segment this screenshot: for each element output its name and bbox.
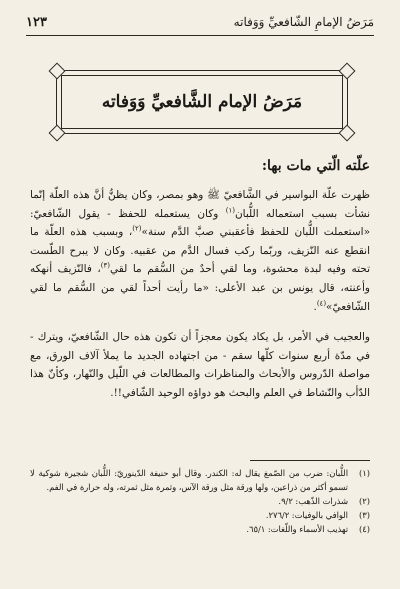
paragraph-text: ظهرت علّة البواسير في الشَّافعيّ ﷺ وهو بمصر، وكان يظنُّ أنَّ هذه العلّة إنّما نشأت بسبب استعماله اللُّبان: [30, 189, 370, 220]
paragraph-text: ، وبسبب هذه العلّة ما انقطع عنه النّزيف، وربّما ركب فسال الدَّم من عقبيه. وكان لا يبرح الطّست تحته وفيه لبدة محشوة، وما لقي أحدٌ من السُّقم ما لقي: [30, 226, 370, 276]
footnote: [30, 466, 370, 494]
corner-ornament: [49, 125, 66, 142]
footnote-marker: (٣): [100, 261, 111, 270]
paragraph-text: .: [313, 300, 317, 313]
footnotes: [30, 466, 370, 536]
footnote: [30, 522, 370, 536]
paragraph-2: والعجيب في الأمر، بل يكاد يكون معجزاً أن تكون هذه حال الشّافعيّ، ويترك - في مدّة أربع سنوات كلّها سقم - من اجتهاده الجديد ما يملأ آلاف الورق، مع مواصلة الدّروس والأبحاث والمناظرات والمطالعات في اللّيل والنّهار، وكأنّ هذا الدّأب والنّشاط في العلم والبحث هو دواؤه الوحيد الشّافي!!.: [30, 331, 370, 399]
paragraph-text: وكان يستعمله للحفظ - يقول الشّافعيّ: «استعملت اللُّبان للحفظ فأعقبني صبَّ الدَّم سنة»: [30, 207, 370, 239]
paragraph-1: [30, 186, 370, 316]
footnote-text: اللُّبان: ضرب من الصّمغ يقال له: الكندر. وقال أبو حنيفة الدّينوريّ: اللُّبان شجيرة شوكية لا تسمو أكثر من ذراعين، ولها ورقة مثل ورقة الآس، وثمرة مثل ثمرته، وله حرارة في الفم.: [30, 468, 348, 492]
corner-ornament: [339, 125, 356, 142]
footnote-marker: (٢): [132, 224, 142, 233]
chapter-title-frame: [56, 70, 348, 134]
body-text: [30, 186, 370, 403]
running-header: [26, 12, 374, 32]
footnote-number: (٣): [359, 510, 370, 520]
footnote: [30, 508, 370, 522]
corner-ornament: [49, 63, 66, 80]
footnote-text: شذرات الذّهب: ٩/٢.: [278, 496, 348, 506]
section-heading: علّته الّتي مات بها:: [261, 158, 370, 174]
chapter-title: مَرَضُ الإمام الشَّافعيِّ وَوَفاته: [101, 92, 303, 112]
running-title: مَرَضُ الإمامِ الشّافعيِّ وَوَفاته: [233, 15, 374, 29]
paragraph-text: ، فالنّزيف أنهكه وأعنته، قال يونس بن عبد الأعلى: «ما رأيت أحداً لقي من السُّقم ما لقي الشّافعيّ»: [30, 263, 370, 313]
header-rule: [26, 35, 374, 36]
corner-ornament: [339, 63, 356, 80]
footnote-text: الوافي بالوفيات: ٢٧٦/٢.: [265, 510, 348, 520]
footnote-number: (١): [359, 468, 370, 478]
footnote-number: (٢): [359, 496, 370, 506]
footnote-marker: (٤): [316, 299, 327, 308]
footnote-number: (٤): [359, 524, 370, 534]
footnote: [30, 494, 370, 508]
footnote-text: تهذيب الأسماء واللّغات: ٦٥/١.: [246, 524, 348, 534]
footnote-marker: (١): [225, 206, 235, 215]
footnote-rule: [250, 460, 370, 461]
page-number: ١٢٣: [26, 14, 47, 30]
